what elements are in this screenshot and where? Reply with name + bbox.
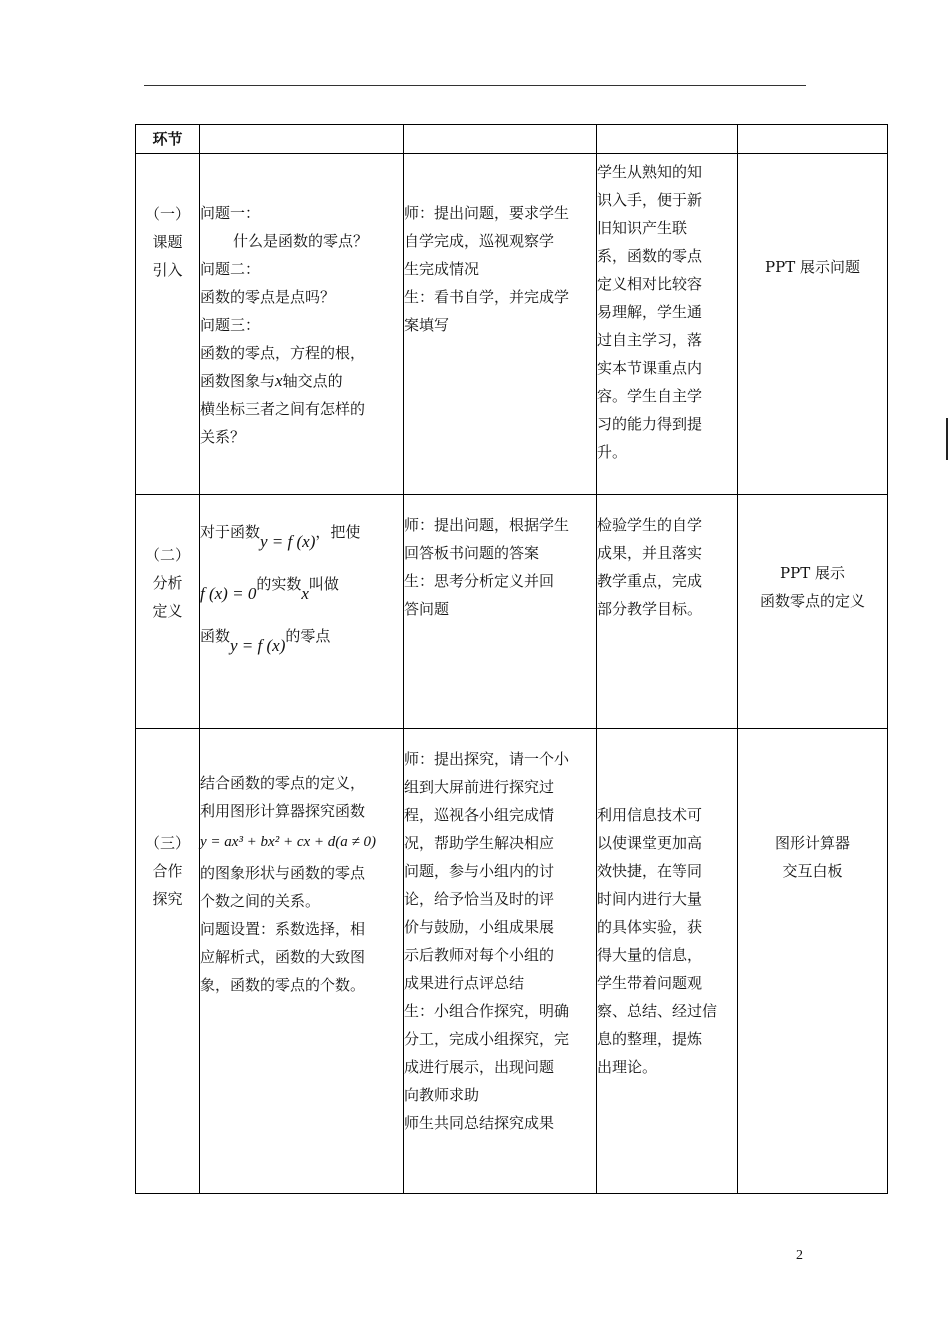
q3-text: 轴交点的	[282, 372, 343, 390]
intent-line: 容。学生自主学	[597, 387, 703, 405]
activity-line: 答问题	[404, 600, 450, 618]
activity-line: 回答板书问题的答案	[404, 544, 540, 562]
activity-line: 案填写	[404, 316, 450, 334]
section-label	[136, 154, 200, 495]
media-line: 图形计算器	[774, 834, 850, 852]
math-expression: y = f (x)	[230, 636, 286, 655]
q3-label: 问题三：	[200, 316, 261, 334]
definition-line	[200, 513, 403, 551]
section-line: 合作	[152, 862, 183, 880]
intent-line: 息的整理，提炼	[597, 1030, 703, 1048]
activity-line: 分工，完成小组探究，完	[404, 1030, 570, 1048]
definition-text: 的实数	[256, 575, 302, 593]
math-expression: f (x) = 0	[200, 584, 257, 603]
section-label	[136, 729, 200, 1194]
content-cell	[200, 154, 404, 495]
intent-line: 升。	[597, 443, 628, 461]
media-line: PPT 展示	[780, 564, 845, 582]
activity-line: 生：小组合作探究，明确	[404, 1002, 570, 1020]
header-rule	[144, 85, 806, 86]
content-line: 的图象形状与函数的零点	[200, 864, 366, 882]
intent-line: 察、总结、经过信	[597, 1002, 718, 1020]
header-media	[738, 125, 888, 154]
media-cell	[738, 495, 888, 729]
activity-line: 示后教师对每个小组的	[404, 946, 555, 964]
math-expression: y = f (x)	[260, 532, 316, 551]
q3-text: 函数图象与	[200, 372, 276, 390]
section-line: （二）	[144, 546, 190, 564]
intent-line: 的具体实验，获	[597, 918, 703, 936]
intent-line: 利用信息技术可	[597, 806, 703, 824]
definition-text: 对于函数	[200, 523, 261, 541]
intent-line: 过自主学习，落	[597, 331, 703, 349]
intent-cell	[597, 729, 738, 1194]
activity-line: 师：提出问题，根据学生	[404, 516, 570, 534]
activity-cell	[404, 154, 597, 495]
q2-text: 函数的零点是点吗？	[200, 288, 336, 306]
section-line: 课题	[152, 233, 183, 251]
activity-line: 生：思考分析定义并回	[404, 572, 555, 590]
media-cell	[738, 729, 888, 1194]
activity-line: 论，给予恰当及时的评	[404, 890, 555, 908]
content-cell	[200, 729, 404, 1194]
content-line: 利用图形计算器探究函数	[200, 802, 366, 820]
intent-line: 检验学生的自学	[597, 516, 703, 534]
media-line: 函数零点的定义	[759, 592, 865, 610]
content-line: 象，函数的零点的个数。	[200, 976, 366, 994]
intent-line: 效快捷，在等同	[597, 862, 703, 880]
activity-line: 程，巡视各小组完成情	[404, 806, 555, 824]
table-row	[136, 495, 888, 729]
media-cell	[738, 154, 888, 495]
definition-line	[200, 617, 403, 655]
table-header-row	[136, 125, 888, 154]
activity-cell	[404, 495, 597, 729]
header-activity	[404, 125, 597, 154]
intent-line: 易理解，学生通	[597, 303, 703, 321]
intent-line: 出理论。	[597, 1058, 658, 1076]
content-line: 应解析式，函数的大致图	[200, 948, 366, 966]
activity-line: 问题，参与小组内的讨	[404, 862, 555, 880]
content-line: 个数之间的关系。	[200, 892, 321, 910]
section-line: 分析	[152, 574, 183, 592]
math-var: x	[301, 584, 309, 603]
intent-line: 得大量的信息，	[597, 946, 703, 964]
section-line: （一）	[144, 205, 190, 223]
content-cell	[200, 495, 404, 729]
lesson-plan-table	[135, 124, 888, 1194]
q2-label: 问题二：	[200, 260, 261, 278]
activity-line: 成进行展示，出现问题	[404, 1058, 555, 1076]
media-line: 交互白板	[782, 862, 843, 880]
activity-line: 生：看书自学，并完成学	[404, 288, 570, 306]
activity-line: 向教师求助	[404, 1086, 480, 1104]
definition-text: 叫做	[308, 575, 339, 593]
section-label	[136, 495, 200, 729]
header-content	[200, 125, 404, 154]
section-line: （三）	[144, 834, 190, 852]
section-line: 引入	[152, 261, 183, 279]
intent-line: 成果，并且落实	[597, 544, 703, 562]
page-edge-mark	[946, 418, 948, 460]
intent-line: 旧知识产生联	[597, 219, 688, 237]
q3-line: 函数的零点，方程的根，	[200, 344, 366, 362]
content-line: 问题设置：系数选择，相	[200, 920, 366, 938]
header-intent	[597, 125, 738, 154]
activity-line: 师生共同总结探究成果	[404, 1114, 555, 1132]
activity-line: 师：提出探究，请一个小	[404, 750, 570, 768]
q3-line: 关系？	[200, 428, 246, 446]
formula-text: y = ax³ + bx² + cx + d(a ≠ 0)	[200, 834, 376, 850]
q1-text: 什么是函数的零点？	[233, 232, 369, 250]
definition-text: 的零点	[285, 627, 331, 645]
section-line: 探究	[152, 890, 183, 908]
intent-line: 实本节课重点内	[597, 359, 703, 377]
activity-line: 成果进行点评总结	[404, 974, 525, 992]
intent-line: 学生从熟知的知	[597, 163, 703, 181]
intent-line: 学生带着问题观	[597, 974, 703, 992]
intent-line: 部分教学目标。	[597, 600, 703, 618]
intent-line: 识入手，便于新	[597, 191, 703, 209]
intent-line: 以使课堂更加高	[597, 834, 703, 852]
activity-line: 自学完成，巡视观察学	[404, 232, 555, 250]
definition-text: 函数	[200, 627, 231, 645]
definition-line	[200, 565, 403, 603]
activity-line: 师：提出问题，要求学生	[404, 204, 570, 222]
activity-line: 生完成情况	[404, 260, 480, 278]
math-var: x	[275, 371, 283, 390]
intent-cell	[597, 154, 738, 495]
table-row	[136, 729, 888, 1194]
activity-line: 价与鼓励，小组成果展	[404, 918, 555, 936]
content-line: 结合函数的零点的定义，	[200, 774, 366, 792]
section-line: 定义	[152, 602, 183, 620]
intent-line: 教学重点，完成	[597, 572, 703, 590]
intent-line: 系，函数的零点	[597, 247, 703, 265]
intent-line: 定义相对比较容	[597, 275, 703, 293]
intent-line: 时间内进行大量	[597, 890, 703, 908]
page-number: 2	[796, 1248, 803, 1263]
definition-text: ，把使	[315, 523, 361, 541]
activity-line: 况，帮助学生解决相应	[404, 834, 555, 852]
intent-cell	[597, 495, 738, 729]
table-row	[136, 154, 888, 495]
activity-line: 组到大屏前进行探究过	[404, 778, 555, 796]
q3-line	[200, 367, 403, 395]
media-line: PPT 展示问题	[765, 258, 860, 276]
intent-line: 习的能力得到提	[597, 415, 703, 433]
q1-label: 问题一：	[200, 204, 261, 222]
cubic-formula	[200, 825, 403, 859]
activity-cell	[404, 729, 597, 1194]
header-stage: 环节	[136, 125, 200, 154]
q3-line: 横坐标三者之间有怎样的	[200, 400, 366, 418]
